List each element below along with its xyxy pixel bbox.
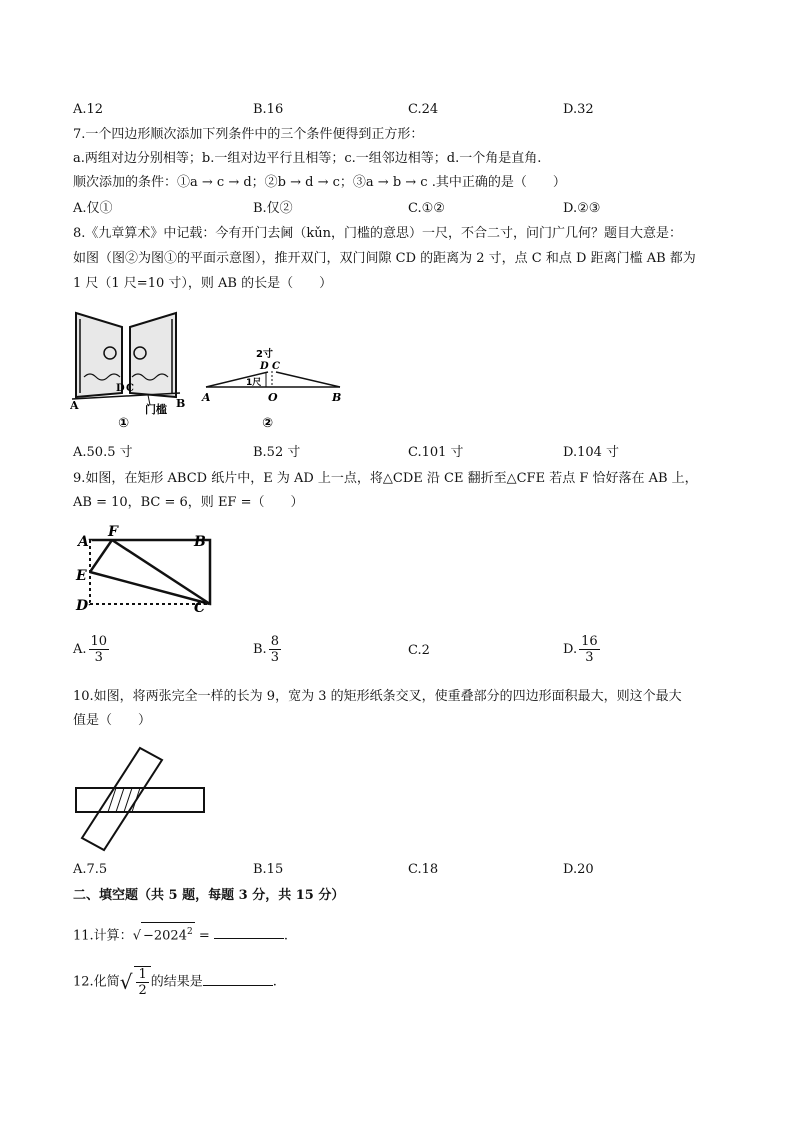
- q8-fig1-label-a: A: [70, 399, 79, 412]
- q7-option-b: B.仅②: [253, 201, 293, 216]
- q9-option-c: C.2: [408, 643, 430, 658]
- q9-fig-label-f: F: [108, 524, 118, 540]
- q9-fig-label-a: A: [78, 534, 89, 550]
- q8-fig2-label-2cun: 2寸: [256, 349, 273, 360]
- q7-stem: 7.一个四边形顺次添加下列条件中的三个条件便得到正方形：: [73, 127, 424, 142]
- q8-fig2-label-c: C: [272, 361, 280, 372]
- q7-order-line: 顺次添加的条件：①a → c → d；②b → d → c；③a → b → c .其中正确的是（ ）: [73, 175, 566, 190]
- q8-fig2-label-1chi: 1尺: [246, 378, 262, 388]
- q8-figure-1: [70, 305, 195, 430]
- q8-fig1-label-c: C: [126, 383, 134, 394]
- q9-line1: 9.如图，在矩形 ABCD 纸片中，E 为 AD 上一点，将△CDE 沿 CE 翻折至△CFE 若点 F 恰好落在 AB 上，: [73, 471, 698, 486]
- q7-option-c: C.①②: [408, 201, 445, 216]
- q6-option-d: D.32: [563, 102, 594, 117]
- q7-option-a: A.仅①: [73, 201, 113, 216]
- q9-fig-label-c: C: [194, 600, 206, 616]
- q8-option-a: A.50.5 寸: [73, 445, 133, 460]
- q8-fig2-label-d: D: [260, 361, 269, 372]
- q7-conditions: a.两组对边分别相等；b.一组对边平行且相等；c.一组邻边相等；d.一个角是直角.: [73, 151, 542, 166]
- q8-option-c: C.101 寸: [408, 445, 464, 460]
- q9-option-d: D. $\frac{16}{3}$: [563, 634, 598, 665]
- section2-title: 二、填空题（共 5 题，每题 3 分，共 15 分）: [73, 888, 345, 903]
- q8-fig2-label-number: ②: [262, 416, 274, 431]
- q10-option-d: D.20: [563, 862, 594, 877]
- q12: 12.化简√ $\frac{1}{2}$ 的结果是 .: [73, 967, 277, 998]
- q10-option-b: B.15: [253, 862, 284, 877]
- q9-fig-label-e: E: [76, 568, 87, 584]
- q8-line2: 如图（图②为图①的平面示意图），推开双门，双门间隙 CD 的距离为 2 寸，点 C 和点 D 距离门槛 AB 都为: [73, 251, 696, 266]
- q10-option-c: C.18: [408, 862, 439, 877]
- q10-option-a: A.7.5: [73, 862, 108, 877]
- q8-line3: 1 尺（1 尺=10 寸），则 AB 的长是（ ）: [73, 276, 333, 291]
- q12-answer-blank[interactable]: [203, 973, 273, 986]
- q9-option-a: A. $\frac{10}{3}$: [73, 634, 108, 665]
- q8-figure-2: [200, 345, 350, 433]
- q9-option-b: B. $\frac{8}{3}$: [253, 634, 279, 665]
- q8-fig2-label-a: A: [202, 391, 211, 404]
- q9-figure: [72, 520, 222, 620]
- q8-fig1-label-d: D: [116, 383, 125, 394]
- q8-fig1-label-number: ①: [118, 416, 130, 430]
- q6-option-a: A.12: [73, 102, 104, 117]
- q8-option-b: B.52 寸: [253, 445, 301, 460]
- q10-line1: 10.如图，将两张完全一样的长为 9，宽为 3 的矩形纸条交叉，使重叠部分的四边形面积最大，则这个最大: [73, 689, 682, 704]
- q8-fig2-label-b: B: [332, 391, 342, 404]
- q6-option-c: C.24: [408, 102, 439, 117]
- q9-fig-label-d: D: [76, 598, 89, 614]
- q9-fig-label-b: B: [194, 534, 206, 550]
- q8-line1: 8.《九章算术》中记载：今有开门去阃（kǔn，门槛的意思）一尺，不合二寸，问门广几何？题目大意是：: [73, 226, 683, 241]
- q8-fig1-label-b: B: [176, 397, 186, 410]
- q8-option-d: D.104 寸: [563, 445, 620, 460]
- q7-option-d: D.②③: [563, 201, 601, 216]
- q9-line2: AB = 10，BC = 6，则 EF =（ ）: [73, 495, 304, 510]
- q8-fig2-label-o: O: [268, 391, 278, 404]
- q11: 11.计算：√ $-2024^2$ = .: [73, 922, 288, 945]
- q11-answer-blank[interactable]: [214, 926, 284, 939]
- q10-line2: 值是（ ）: [73, 713, 152, 728]
- q8-fig1-label-threshold: 门槛: [145, 403, 167, 416]
- q6-option-b: B.16: [253, 102, 284, 117]
- q10-figure: [72, 742, 222, 854]
